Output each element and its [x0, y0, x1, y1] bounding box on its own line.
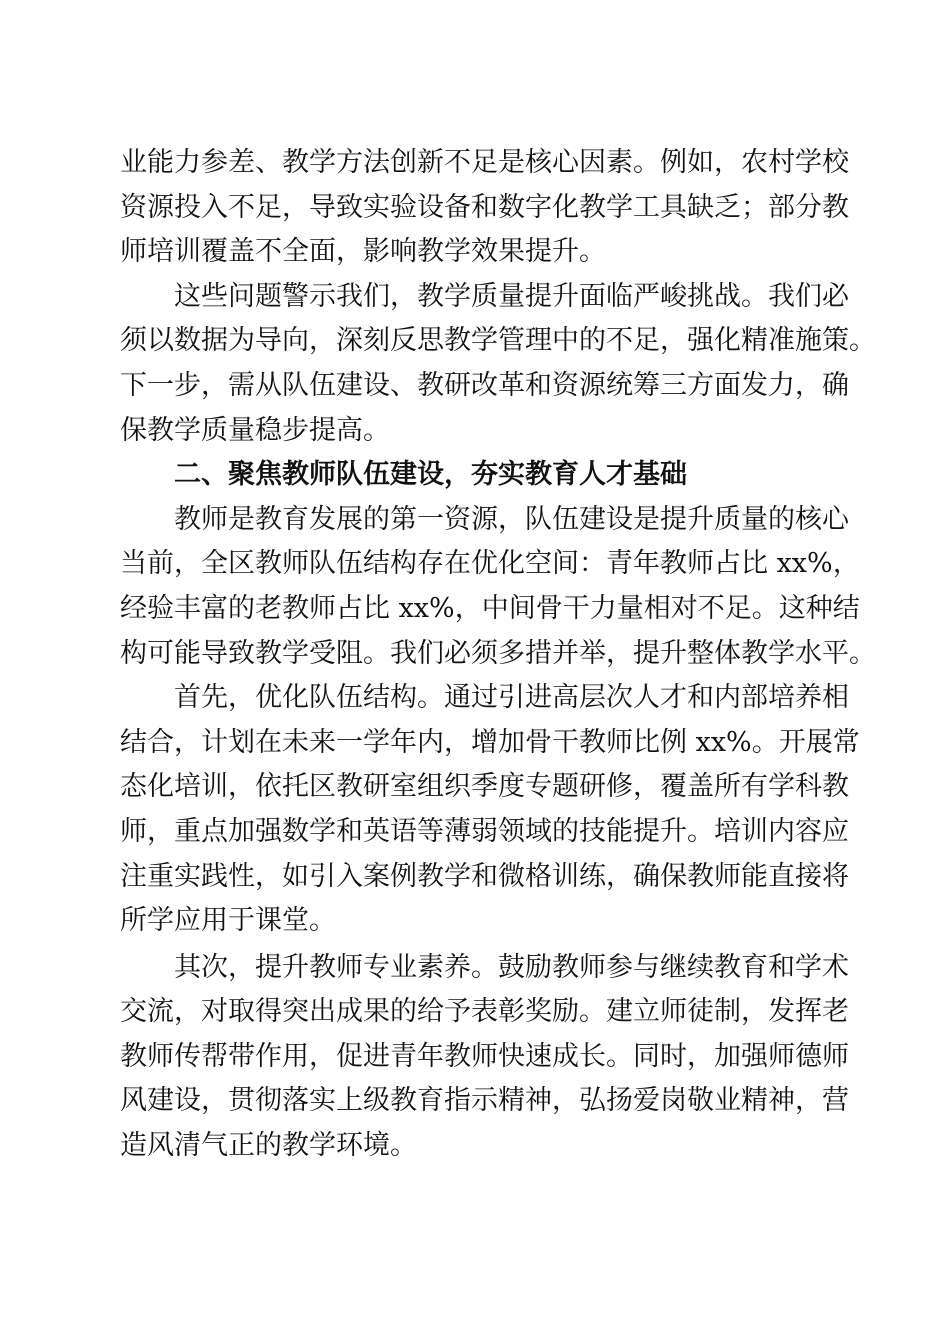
- paragraph: [120, 498, 876, 676]
- heading-text: 二、聚焦教师队伍建设，夯实教育人才基础: [174, 459, 687, 491]
- section-heading: [120, 453, 833, 498]
- text-line: 构可能导致教学受阻。我们必须多措并举，提升整体教学水平。: [120, 637, 876, 669]
- document-page: [120, 141, 876, 1169]
- text-line: 首先，优化队伍结构。通过引进高层次人才和内部培养相: [174, 682, 849, 714]
- paragraph: [120, 676, 860, 944]
- text-line: 所学应用于课堂。: [120, 905, 336, 937]
- paragraph: [120, 946, 849, 1169]
- text-line: 造风清气正的教学环境。: [120, 1130, 417, 1162]
- text-line: 教师传帮带作用，促进青年教师快速成长。同时，加强师德师: [120, 1040, 849, 1072]
- text-line: 交流，对取得突出成果的给予表彰奖励。建立师徒制，发挥老: [120, 996, 849, 1028]
- text-line: 注重实践性，如引入案例教学和微格训练，确保教师能直接将: [120, 860, 849, 892]
- paragraph: [120, 275, 876, 453]
- text-line: 下一步，需从队伍建设、教研改革和资源统筹三方面发力，确: [120, 369, 849, 401]
- paragraph: [120, 141, 849, 275]
- text-line: 师，重点加强数学和英语等薄弱领域的技能提升。培训内容应: [120, 815, 849, 847]
- text-line: 保教学质量稳步提高。: [120, 414, 390, 446]
- text-line: 当前，全区教师队伍结构存在优化空间：青年教师占比 xx%，: [120, 548, 860, 580]
- text-line: 风建设，贯彻落实上级教育指示精神，弘扬爱岗敬业精神，营: [120, 1085, 849, 1117]
- text-line: 态化培训，依托区教研室组织季度专题研修，覆盖所有学科教: [120, 771, 849, 803]
- text-line: 须以数据为导向，深刻反思教学管理中的不足，强化精准施策。: [120, 325, 876, 357]
- text-line: 业能力参差、教学方法创新不足是核心因素。例如，农村学校: [120, 147, 849, 178]
- text-line: 其次，提升教师专业素养。鼓励教师参与继续教育和学术: [174, 951, 849, 983]
- text-line: 师培训覆盖不全面，影响教学效果提升。: [120, 236, 606, 268]
- text-line: 这些问题警示我们，教学质量提升面临严峻挑战。我们必: [174, 280, 849, 312]
- text-line: 结合，计划在未来一学年内，增加骨干教师比例 xx%。开展常: [120, 726, 860, 758]
- text-line: 经验丰富的老教师占比 xx%，中间骨干力量相对不足。这种结: [120, 592, 860, 624]
- text-line: 资源投入不足，导致实验设备和数字化教学工具缺乏；部分教: [120, 191, 849, 223]
- text-line: 教师是教育发展的第一资源，队伍建设是提升质量的核心: [174, 503, 849, 535]
